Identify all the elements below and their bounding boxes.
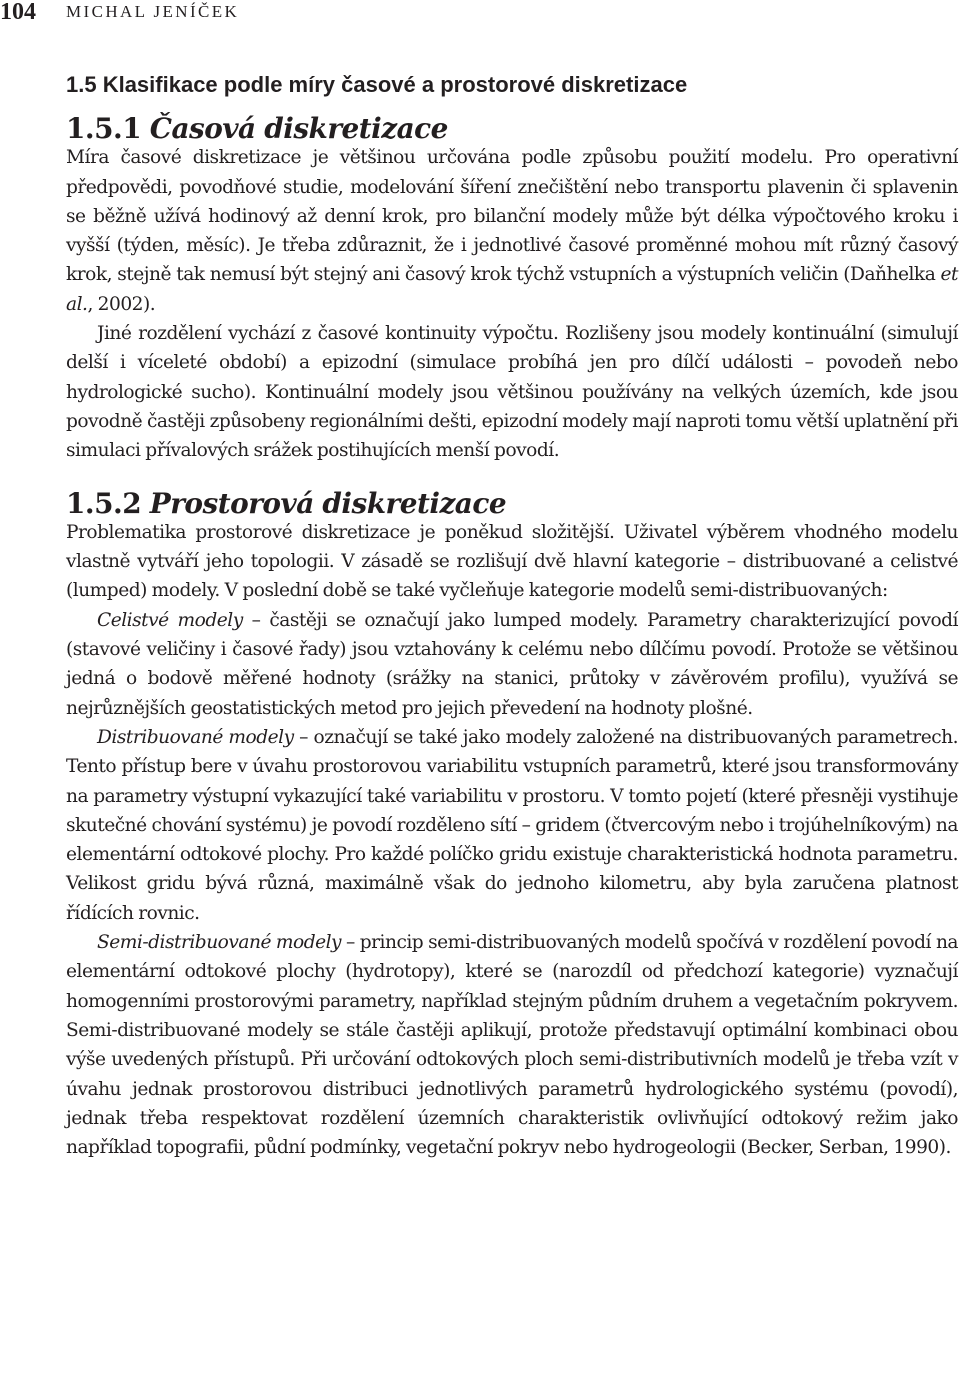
paragraph-semi-distributed-models xyxy=(66,928,958,1162)
subsection-heading-time xyxy=(66,114,958,143)
subsection-spatial-discretization xyxy=(66,486,959,1163)
subsection-number-spatial: 1.5.2 xyxy=(66,486,142,520)
distributed-models-term: Distribuované modely xyxy=(97,726,294,748)
document-body xyxy=(66,114,958,1162)
subsection-heading-spatial xyxy=(66,486,958,520)
subsection-title-spatial: Prostorová diskretizace xyxy=(149,486,507,520)
paragraph-time-discretization-text: Míra časové diskretizace je většinou určována podle způsobu použití modelu. Pro operativní předpovědi, povodňové studie, modelování šíření znečištění nebo transportu plavenin či splavenin se běžně užívá hodinový až denní krok, pro bilanční modely může být délka výpočtového kroku i vyšší (týden, měsíc). Je třeba zdůraznit, že i jednotlivé časové proměnné mohou mít různý časový krok, stejně tak nemusí být stejný ani časový krok týchž vstupních a výstupních veličin (Daňhelka xyxy=(66,147,958,286)
paragraph-lumped-models xyxy=(66,606,958,723)
paragraph-spatial-intro: Problematika prostorové diskretizace je poněkud složitější. Uživatel výběrem vhodného modelu vlastně vytváří jeho topologii. V zásadě se rozlišují dvě hlavní kategorie – distribuované a celistvé (lumped) modely. V poslední době se také vyčleňuje kategorie modelů semi-distribuovaných: xyxy=(66,521,958,602)
citation-year: , 2002). xyxy=(87,293,156,315)
paragraph-time-discretization xyxy=(66,143,958,319)
lumped-models-term: Celistvé modely xyxy=(97,609,243,631)
semi-distributed-models-term: Semi-distribuované modely xyxy=(97,932,342,954)
subsection-number-time: 1.5.1 xyxy=(66,112,142,145)
distributed-models-text: – označují se také jako modely založené na distribuovaných parametrech. Tento přístup bere v úvahu prostorovou variabilitu vstupních parametrů, které jsou transformovány na parametry výstupní vykazující také variabilitu v prostoru. V tomto pojetí (které přesněji vystihuje skutečné chování systému) je povodí rozděleno sítí – gridem (čtvercovým nebo i trojúhelníkovým) na elementární odtokové plochy. Pro každé políčko gridu existuje charakteristická hodnota parametru. Velikost gridu bývá různá, maximálně však do jednoho kilometru, aby byla zaručena platnost řídících rovnic. xyxy=(66,726,958,924)
semi-distributed-models-text: – princip semi-distribuovaných modelů spočívá v rozdělení povodí na elementární odtokové plochy (hydrotopy), které se (narozdíl od předchozí kategorie) vyznačují homogenními prostorovými parametry, například stejným půdním druhem a vegetačním pokryvem. Semi-distribuované modely se stále častěji aplikují, protože představují optimální kombinaci obou výše uvedených přístupů. Při určování odtokových ploch semi-distributivních modelů je třeba vzít v úvahu jednak prostorovou distribuci jednotlivých parametrů hydrologického systému (povodí), jednak třeba respektovat rozdělení územních charakteristik ovlivňující odtokový režim jako například topografii, půdní podmínky, vegetační pokryv nebo hydrogeologii (Becker, Serban, 1990). xyxy=(66,932,958,1159)
running-head-author: MICHAL JENÍČEK xyxy=(66,2,240,21)
section-heading: 1.5 Klasifikace podle míry časové a prostorové diskretizace xyxy=(66,71,688,97)
paragraph-distributed-models xyxy=(66,723,958,928)
paragraph-time-continuity: Jiné rozdělení vychází z časové kontinuity výpočtu. Rozlišeny jsou modely kontinuální (simulují delší i víceleté období) a epizodní (simulace probíhá jen pro dílčí události – povodeň nebo hydrologické sucho). Kontinuální modely jsou většinou používány na velkých územích, kde jsou povodně častěji způsobeny regionálními dešti, epizodní modely mají naproti tomu větší uplatnění při simulaci přívalových srážek postihujících menší povodí. xyxy=(66,323,958,462)
page-number: 104 xyxy=(0,0,36,25)
subsection-title-time: Časová diskretizace xyxy=(149,112,448,145)
lumped-models-text: – častěji se označují jako lumped modely. Parametry charakterizující povodí (stavové veličiny i časové řady) jsou vztahovány k celému nebo dílčímu povodí. Protože se většinou jedná o bodově měřené hodnoty (srážky na stanici, průtoky v závěrovém profilu), využívá se nejrůznějších geostatistických metod pro jejich převedení na hodnoty plošné. xyxy=(66,609,959,719)
page-header xyxy=(0,0,960,26)
citation-et-al: et al. xyxy=(66,264,958,315)
subsection-time-discretization xyxy=(66,114,958,466)
